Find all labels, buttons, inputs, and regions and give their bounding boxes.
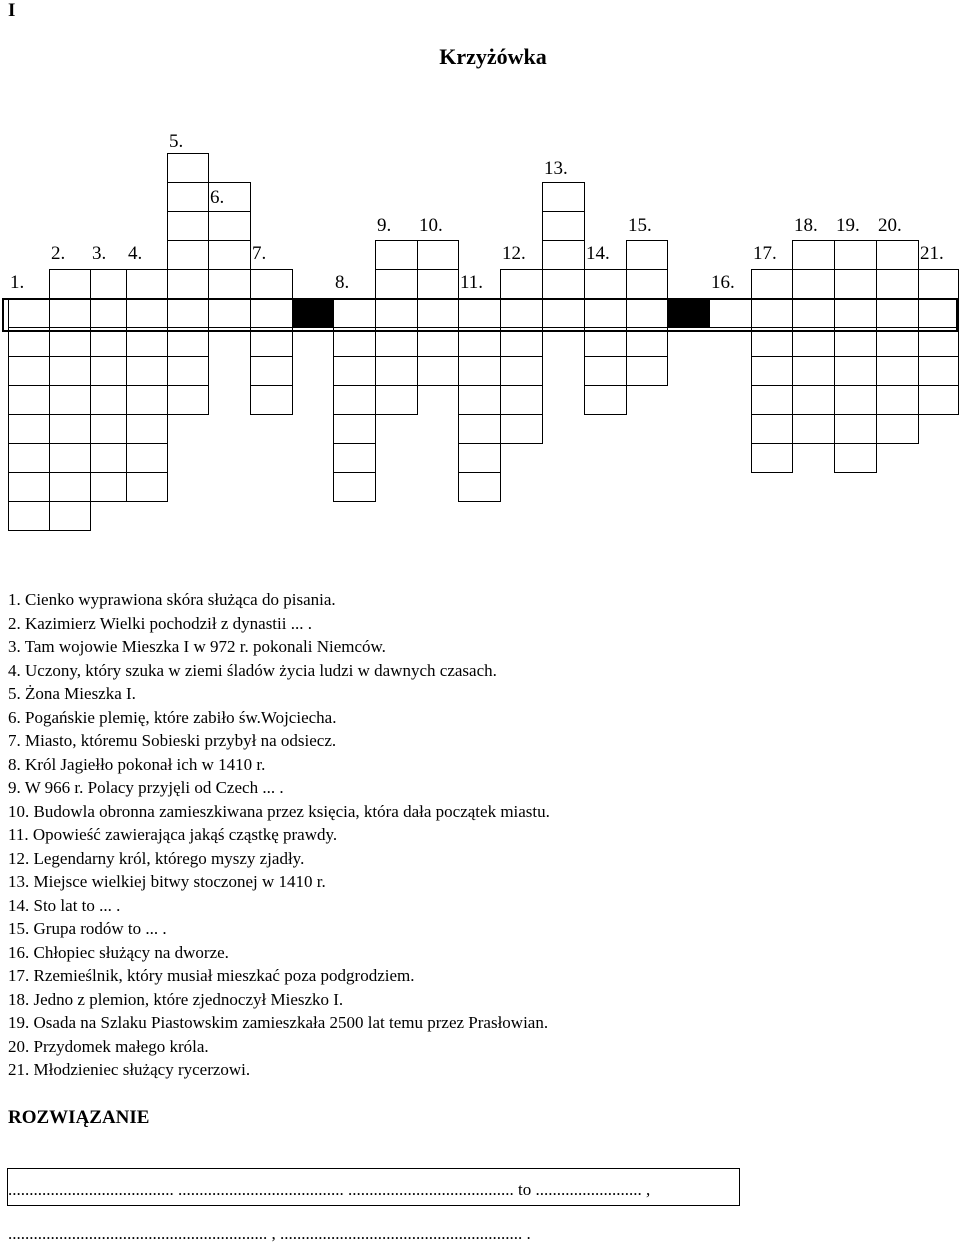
clue-item: 17. Rzemieślnik, który musiał mieszkać poza podgrodziem.	[8, 966, 415, 985]
crossword-cell[interactable]	[751, 443, 793, 473]
crossword-cell[interactable]	[834, 298, 877, 328]
clue-item: 5. Żona Mieszka I.	[8, 684, 136, 703]
crossword-cell[interactable]	[126, 356, 168, 386]
crossword-cell[interactable]	[126, 443, 168, 473]
crossword-cell[interactable]	[542, 240, 585, 270]
crossword-cell[interactable]	[542, 182, 585, 212]
crossword-cell[interactable]	[49, 269, 91, 299]
clue-item: 12. Legendarny król, którego myszy zjadły.	[8, 848, 305, 868]
clue-number-label: 9.	[377, 215, 392, 236]
crossword-cell[interactable]	[834, 385, 877, 415]
crossword-cell[interactable]	[8, 327, 50, 357]
crossword-cell[interactable]	[417, 327, 459, 357]
crossword-cell[interactable]	[49, 385, 91, 415]
crossword-cell[interactable]	[834, 240, 877, 270]
crossword-cell[interactable]	[8, 472, 50, 502]
clue-number-label: 18.	[794, 215, 818, 236]
crossword-cell[interactable]	[250, 327, 293, 357]
crossword-cell[interactable]	[500, 414, 543, 444]
clue-item: 7. Miasto, któremu Sobieski przybył na odsiecz.	[8, 731, 337, 750]
clue-item: 8. Król Jagiełło pokonał ich w 1410 r.	[8, 754, 266, 774]
crossword-cell[interactable]	[458, 414, 501, 444]
crossword-cell[interactable]	[126, 472, 168, 502]
solution-line-2: ............................................................. , ......................................................... .	[8, 1224, 531, 1243]
crossword-cell[interactable]	[8, 501, 50, 531]
crossword-cell[interactable]	[49, 327, 91, 357]
crossword-cell[interactable]	[8, 298, 50, 328]
crossword-cell[interactable]	[876, 240, 919, 270]
clue-item: 4. Uczony, który szuka w ziemi śladów życia ludzi w dawnych czasach.	[8, 660, 497, 680]
crossword-cell[interactable]	[417, 298, 459, 328]
clue-number-label: 2.	[51, 243, 66, 264]
crossword-cell[interactable]	[834, 414, 877, 444]
clue-number-label: 4.	[128, 243, 143, 264]
crossword-cell[interactable]	[126, 298, 168, 328]
crossword-cell[interactable]	[8, 414, 50, 444]
crossword-cell[interactable]	[792, 269, 835, 299]
crossword-cell[interactable]	[208, 298, 251, 328]
crossword-cell[interactable]	[250, 356, 293, 386]
crossword-cell[interactable]	[751, 385, 793, 415]
crossword-cell[interactable]	[167, 211, 209, 241]
clue-item: 11. Opowieść zawierająca jakąś cząstkę prawdy.	[8, 825, 338, 844]
clue-item: 16. Chłopiec służący na dworze.	[8, 942, 229, 962]
crossword-cell[interactable]	[542, 269, 585, 299]
crossword-cell[interactable]	[876, 327, 919, 357]
crossword-cell[interactable]	[208, 269, 251, 299]
clue-item: 2. Kazimierz Wielki pochodził z dynastii ... .	[8, 613, 312, 633]
crossword-cell[interactable]	[834, 443, 877, 473]
crossword-cell[interactable]	[500, 298, 543, 328]
crossword-cell[interactable]	[584, 385, 627, 415]
black-cell	[667, 298, 710, 328]
crossword-cell[interactable]	[375, 356, 418, 386]
crossword-cell[interactable]	[876, 269, 919, 299]
clue-number-label: 13.	[544, 158, 568, 179]
crossword-cell[interactable]	[333, 472, 376, 502]
crossword-cell[interactable]	[458, 443, 501, 473]
crossword-cell[interactable]	[167, 298, 209, 328]
clue-item: 14. Sto lat to ... .	[8, 895, 121, 915]
crossword-cell[interactable]	[333, 443, 376, 473]
crossword-cell[interactable]	[90, 298, 127, 328]
crossword-cell[interactable]	[709, 298, 752, 328]
crossword-cell[interactable]	[458, 385, 501, 415]
crossword-cell[interactable]	[500, 356, 543, 386]
clue-item: 20. Przydomek małego króla.	[8, 1036, 209, 1056]
clue-item: 18. Jedno z plemion, które zjednoczył Mieszko I.	[8, 989, 344, 1009]
crossword-cell[interactable]	[333, 385, 376, 415]
crossword-cell[interactable]	[834, 269, 877, 299]
crossword-cell[interactable]	[500, 327, 543, 357]
crossword-cell[interactable]	[500, 385, 543, 415]
clue-number-label: 3.	[92, 243, 107, 264]
crossword-cell[interactable]	[208, 240, 251, 270]
crossword-cell[interactable]	[584, 298, 627, 328]
clue-number-label: 17.	[753, 243, 777, 264]
crossword-cell[interactable]	[876, 414, 919, 444]
crossword-cell[interactable]	[49, 501, 91, 531]
crossword-cell[interactable]	[90, 414, 127, 444]
crossword-cell[interactable]	[626, 356, 668, 386]
crossword-cell[interactable]	[751, 298, 793, 328]
crossword-cell[interactable]	[876, 356, 919, 386]
clue-number-label: 20.	[878, 215, 902, 236]
clue-number-label: 12.	[502, 243, 526, 264]
crossword-cell[interactable]	[167, 182, 209, 212]
crossword-cell[interactable]	[333, 356, 376, 386]
clue-list	[8, 588, 550, 1082]
clue-number-label: 11.	[460, 272, 484, 293]
clue-number-label: 8.	[335, 272, 350, 293]
crossword-cell[interactable]	[126, 385, 168, 415]
clue-number-label: 19.	[836, 215, 860, 236]
title-text: Krzyżówka	[439, 44, 547, 69]
crossword-cell[interactable]	[49, 298, 91, 328]
crossword-cell[interactable]	[49, 472, 91, 502]
crossword-cell[interactable]	[90, 327, 127, 357]
crossword-cell[interactable]	[126, 414, 168, 444]
crossword-cell[interactable]	[49, 414, 91, 444]
crossword-cell[interactable]	[375, 240, 418, 270]
crossword-cell[interactable]	[876, 385, 919, 415]
crossword-cell[interactable]	[167, 240, 209, 270]
clue-number-label: 16.	[711, 272, 735, 293]
crossword-cell[interactable]	[542, 211, 585, 241]
crossword-cell[interactable]	[458, 298, 501, 328]
clue-item: 3. Tam wojowie Mieszka I w 972 r. pokonali Niemców.	[8, 637, 386, 656]
crossword-cell[interactable]	[49, 443, 91, 473]
crossword-cell[interactable]	[751, 414, 793, 444]
crossword-cell[interactable]	[375, 327, 418, 357]
clue-item: 1. Cienko wyprawiona skóra służąca do pisania.	[8, 590, 336, 609]
clue-item: 21. Młodzieniec służący rycerzowi.	[8, 1060, 251, 1079]
crossword-cell[interactable]	[333, 298, 376, 328]
crossword-cell[interactable]	[208, 211, 251, 241]
crossword-cell[interactable]	[792, 240, 835, 270]
clue-item: 15. Grupa rodów to ... .	[8, 919, 167, 938]
crossword-cell[interactable]	[542, 298, 585, 328]
crossword-cell[interactable]	[375, 385, 418, 415]
crossword-cell[interactable]	[834, 327, 877, 357]
crossword-cell[interactable]	[417, 240, 459, 270]
clue-number-label: 5.	[169, 131, 184, 152]
black-cell	[292, 298, 334, 328]
crossword-cell[interactable]	[8, 443, 50, 473]
crossword-cell[interactable]	[250, 269, 293, 299]
crossword-cell[interactable]	[90, 269, 127, 299]
crossword-cell[interactable]	[49, 356, 91, 386]
crossword-cell[interactable]	[458, 327, 501, 357]
crossword-cell[interactable]	[250, 298, 293, 328]
crossword-cell[interactable]	[584, 327, 627, 357]
crossword-cell[interactable]	[90, 385, 127, 415]
crossword-grid	[0, 0, 960, 560]
crossword-cell[interactable]	[626, 240, 668, 270]
crossword-cell[interactable]	[417, 269, 459, 299]
crossword-cell[interactable]	[918, 269, 959, 299]
crossword-cell[interactable]	[167, 356, 209, 386]
crossword-cell[interactable]	[918, 298, 959, 328]
crossword-cell[interactable]	[126, 269, 168, 299]
crossword-cell[interactable]	[918, 385, 959, 415]
crossword-cell[interactable]	[918, 356, 959, 386]
crossword-cell[interactable]	[626, 298, 668, 328]
crossword-cell[interactable]	[333, 327, 376, 357]
clue-number-label: 1.	[10, 272, 25, 293]
clue-item: 10. Budowla obronna zamieszkiwana przez księcia, która dała początek miastu.	[8, 801, 550, 821]
crossword-cell[interactable]	[458, 472, 501, 502]
clue-number-label: 21.	[920, 243, 944, 264]
crossword-cell[interactable]	[792, 356, 835, 386]
crossword-cell[interactable]	[167, 385, 209, 415]
clue-number-label: 10.	[419, 215, 443, 236]
solution-title: ROZWIĄZANIE	[8, 1107, 150, 1128]
crossword-cell[interactable]	[375, 298, 418, 328]
clue-number-label: 14.	[586, 243, 610, 264]
crossword-cell[interactable]	[584, 356, 627, 386]
clue-item: 13. Miejsce wielkiej bitwy stoczonej w 1410 r.	[8, 872, 326, 891]
solution-line-1: ....................................... ....................................... ....................................... to ......................... ,	[8, 1180, 651, 1199]
crossword-cell[interactable]	[626, 269, 668, 299]
crossword-cell[interactable]	[250, 385, 293, 415]
crossword-cell[interactable]	[90, 472, 127, 502]
crossword-cell[interactable]	[458, 356, 501, 386]
crossword-cell[interactable]	[90, 443, 127, 473]
crossword-cell[interactable]	[751, 327, 793, 357]
clue-number-label: 6.	[210, 187, 225, 208]
crossword-cell[interactable]	[90, 356, 127, 386]
crossword-cell[interactable]	[417, 356, 459, 386]
clue-number-label: 15.	[628, 215, 652, 236]
page-label: I	[8, 0, 16, 21]
clue-item: 6. Pogańskie plemię, które zabiło św.Wojciecha.	[8, 707, 337, 727]
crossword-cell[interactable]	[167, 327, 209, 357]
crossword-cell[interactable]	[834, 356, 877, 386]
crossword-cell[interactable]	[167, 269, 209, 299]
crossword-cell[interactable]	[751, 356, 793, 386]
crossword-cell[interactable]	[8, 356, 50, 386]
crossword-cell[interactable]	[584, 269, 627, 299]
crossword-cell[interactable]	[126, 327, 168, 357]
crossword-cell[interactable]	[375, 269, 418, 299]
crossword-cell[interactable]	[333, 414, 376, 444]
clue-item: 9. W 966 r. Polacy przyjęli od Czech ... .	[8, 778, 284, 797]
crossword-cell[interactable]	[626, 327, 668, 357]
crossword-cell[interactable]	[500, 269, 543, 299]
crossword-cell[interactable]	[8, 385, 50, 415]
crossword-cell[interactable]	[918, 327, 959, 357]
clue-item: 19. Osada na Szlaku Piastowskim zamieszkała 2500 lat temu przez Prasłowian.	[8, 1013, 549, 1032]
clue-number-label: 7.	[252, 243, 267, 264]
crossword-cell[interactable]	[792, 327, 835, 357]
crossword-cell[interactable]	[751, 269, 793, 299]
crossword-cell[interactable]	[792, 414, 835, 444]
crossword-cell[interactable]	[792, 385, 835, 415]
crossword-cell[interactable]	[876, 298, 919, 328]
crossword-cell[interactable]	[167, 153, 209, 183]
crossword-cell[interactable]	[792, 298, 835, 328]
